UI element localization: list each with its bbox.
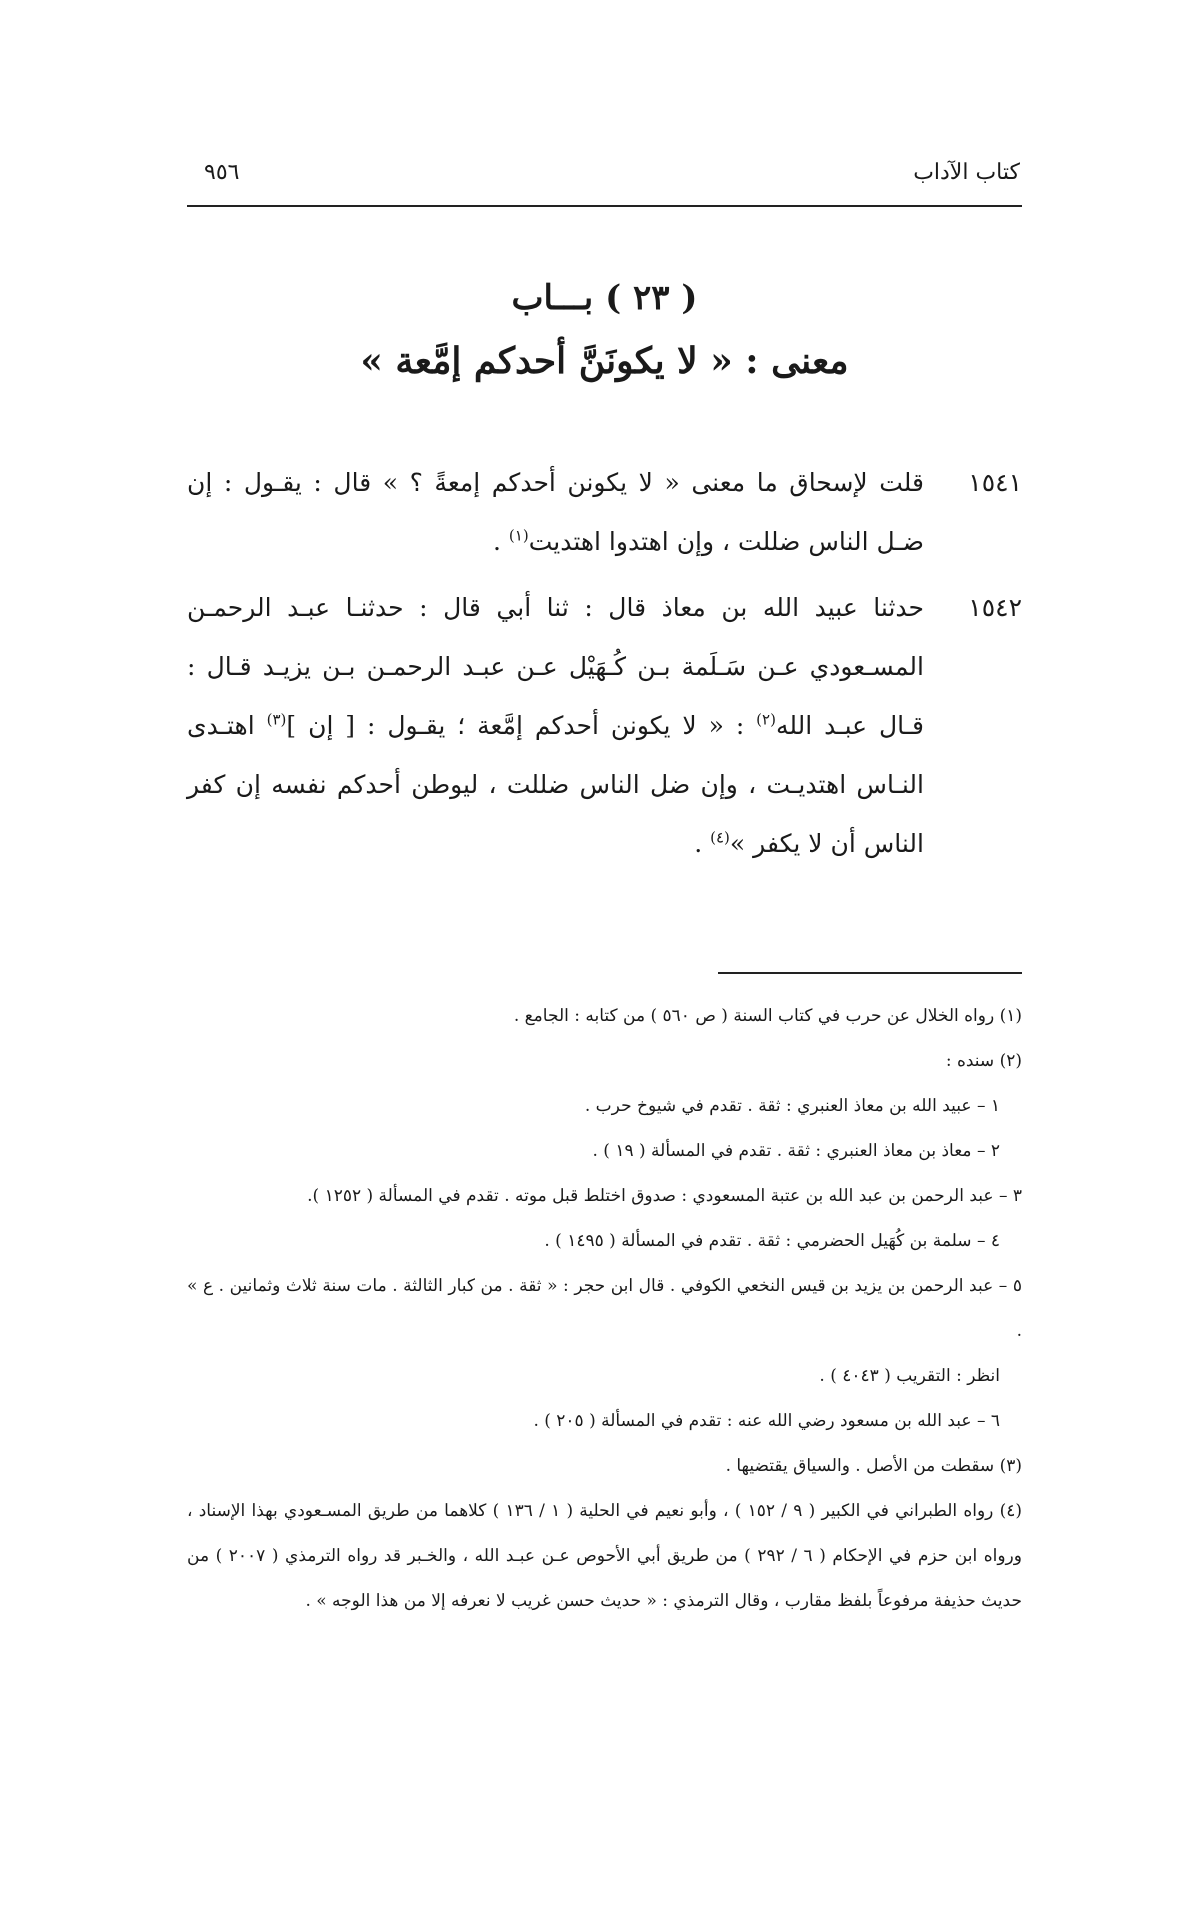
footnote-3: (٣) سقطت من الأصل . والسياق يقتضيها . bbox=[725, 1456, 1022, 1476]
hadith-text-part-b: : « لا يكونن أحدكم إمَّعة ؛ يقـول : [ إن ] bbox=[286, 711, 757, 740]
header-rule bbox=[187, 205, 1022, 207]
hadith-text-part-c: اهتـدى النـاس اهتديـت ، وإن ضل الناس ضللت ، ليوطن أحدكم نفسه إن كفر الناس أن لا يكفر » bbox=[187, 711, 924, 858]
footnote-ref-2: (٢) bbox=[756, 710, 776, 729]
hadith-text bbox=[187, 578, 924, 873]
footnote-ref-4: (٤) bbox=[710, 828, 730, 847]
footnote-2-title: (٢) سنده : bbox=[945, 1051, 1022, 1071]
hadith-number: ١٥٤١ bbox=[968, 468, 1022, 497]
hadith-1542 bbox=[187, 578, 1022, 873]
footnote-ref-1: (١) bbox=[508, 526, 529, 545]
footnote-2-item: ٣ – عبد الرحمن بن عبد الله بن عتبة المسعودي : صدوق اختلط قبل موته . تقدم في المسألة ( ١٢٥٢ ). bbox=[307, 1186, 1022, 1206]
footnote-1: (١) رواه الخلال عن حرب في كتاب السنة ( ص ٥٦٠ ) من كتابه : الجامع . bbox=[513, 1006, 1022, 1026]
footnote-separator bbox=[718, 972, 1022, 974]
hadith-1541 bbox=[187, 453, 1022, 571]
hadith-text bbox=[187, 453, 924, 571]
footnote-2-item: ٦ – عبد الله بن مسعود رضي الله عنه : تقدم في المسألة ( ٢٠٥ ) . bbox=[533, 1411, 1000, 1431]
footnote-2-item: ٤ – سلمة بن كُهَيل الحضرمي : ثقة . تقدم في المسألة ( ١٤٩٥ ) . bbox=[544, 1231, 1000, 1251]
hadith-text-end: . bbox=[493, 527, 509, 556]
hadith-text-end: . bbox=[694, 829, 711, 858]
hadith-text-part-a: حدثنا عبيد الله بن معاذ قال : ثنا أبي قال : حدثنـا عبـد الرحمـن المسـعودي عـن سَـلَمة بـن كُـهَيْل عـن عبـد الرحمـن بـن يزيـد قـال : قـال عبـد الله bbox=[187, 593, 925, 740]
footnote-2-note: انظر : التقريب ( ٤٠٤٣ ) . bbox=[819, 1366, 1000, 1386]
hadith-number: ١٥٤٢ bbox=[968, 593, 1022, 622]
footnote-ref-3: (٣) bbox=[266, 710, 287, 729]
chapter-title: ( ٢٣ ) بـــاب bbox=[511, 278, 698, 318]
page-number: ٩٥٦ bbox=[204, 160, 240, 185]
chapter-subtitle: معنى : « لا يكونَنَّ أحدكم إمَّعة » bbox=[360, 340, 849, 382]
running-header-book-title: كتاب الآداب bbox=[913, 160, 1020, 185]
hadith-text-body: قلت لإسحاق ما معنى « لا يكونن أحدكم إمعةً ؟ » قال : يقـول : إن ضـل الناس ضللت ، وإن اهتدوا اهتديت bbox=[187, 468, 924, 556]
footnotes bbox=[187, 994, 1022, 1624]
footnote-2-item: ١ – عبيد الله بن معاذ العنبري : ثقة . تقدم في شيوخ حرب . bbox=[584, 1096, 1000, 1116]
footnote-2-item: ٥ – عبد الرحمن بن يزيد بن قيس النخعي الكوفي . قال ابن حجر : « ثقة . من كبار الثالثة . مات سنة ثلاث وثمانين . ع » . bbox=[187, 1276, 1022, 1341]
footnote-2-item: ٢ – معاذ بن معاذ العنبري : ثقة . تقدم في المسألة ( ١٩ ) . bbox=[592, 1141, 1000, 1161]
footnote-4: (٤) رواه الطبراني في الكبير ( ٩ / ١٥٢ ) ، وأبو نعيم في الحلية ( ١ / ١٣٦ ) كلاهما من طريق المسـعودي بهذا الإسناد ، ورواه ابن حزم في الإحكام ( ٦ / ٢٩٢ ) من طريق أبي الأحوص عـن عبـد الله ، والخـبر قد رواه الترمذي ( ٢٠٠٧ ) من حديث حذيفة مرفوعاً بلفظ مقارب ، وقال الترمذي : « حديث حسن غريب لا نعرفه إلا من هذا الوجه » . bbox=[187, 1501, 1023, 1611]
